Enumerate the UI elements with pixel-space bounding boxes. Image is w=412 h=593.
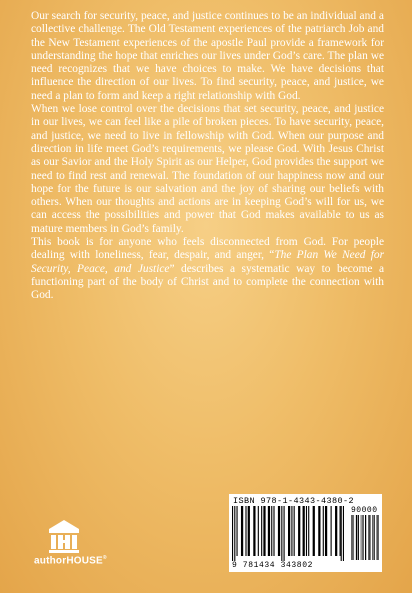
barcode-bar <box>365 515 366 560</box>
barcode-bar <box>368 515 369 560</box>
blurb-paragraph-3-intro: This book is for anyone who feels disconnected from God. For people dealing with loneliness, fear, despair, and anger, “ <box>31 236 384 262</box>
barcode-bar <box>248 506 250 556</box>
barcode-bar <box>318 506 320 556</box>
barcode-main-bars <box>232 506 344 561</box>
barcode-price-code: 90000 <box>351 506 378 515</box>
blurb-paragraph-3 <box>31 236 384 302</box>
barcode-bar <box>278 506 280 556</box>
barcode-bar <box>291 506 292 556</box>
barcode-bar <box>284 506 285 561</box>
barcode-bar <box>341 506 342 561</box>
isbn-number: ISBN 978-1-4343-4380-2 <box>233 496 355 506</box>
barcode-bar <box>363 515 364 560</box>
barcode-bar <box>273 506 274 556</box>
barcode-bar <box>303 506 305 556</box>
barcode-bar <box>268 506 270 556</box>
barcode-bar <box>241 506 243 556</box>
barcode-bar <box>236 506 237 556</box>
barcode-bar <box>232 506 233 561</box>
book-title-reference: The Plan We Need for Security, Peace, and Justice <box>31 249 384 275</box>
barcode-bar <box>335 506 337 556</box>
barcode-bar <box>288 506 290 556</box>
blurb-paragraph-3-end: ” describes a systematic way to become a functioning part of the body of Christ and to complete the connection with God. <box>31 262 384 302</box>
blurb-paragraph-1: Our search for security, peace, and justice continues to be an individual and a collective challenge. The Old Testament experiences of the patriarch Job and the New Testament experiences of the apostle Paul provide a framework for understanding the hope that enriches our lives under God’s care. The plan we need recognizes that we have choices to make. We have decisions that influence the direction of our lives. To find security, peace, and justice, we need a plan to form and keep a right relationship with God. <box>31 10 384 102</box>
barcode-bar <box>352 515 353 560</box>
barcode-bar <box>351 515 352 560</box>
barcode-bar <box>325 506 327 556</box>
barcode-bar <box>245 506 246 556</box>
barcode-bar <box>372 515 373 560</box>
barcode-digits: 9 781434 343802 <box>232 561 314 570</box>
barcode-bar <box>258 506 259 556</box>
barcode-bar <box>313 506 315 556</box>
barcode-bar <box>378 515 379 560</box>
barcode-bar <box>298 506 300 556</box>
back-cover-blurb <box>31 10 384 303</box>
barcode-addon-bars <box>351 515 379 560</box>
barcode-bar <box>358 515 359 560</box>
barcode-bar <box>331 506 332 556</box>
barcode-bar <box>343 506 344 561</box>
barcode-bar <box>340 506 341 556</box>
barcode-bar <box>263 506 265 556</box>
barcode-bar <box>369 515 370 560</box>
publisher-name: authorHOUSE® <box>34 555 107 567</box>
barcode-bar <box>377 515 378 560</box>
publisher-logo <box>34 518 114 568</box>
barcode-bar <box>261 506 262 556</box>
barcode-bar <box>234 506 235 561</box>
barcode-bar <box>377 515 378 560</box>
authorhouse-building-icon <box>47 518 81 554</box>
barcode-bar <box>306 506 307 556</box>
barcode-bar <box>362 515 363 560</box>
barcode-bar <box>356 515 357 560</box>
barcode-bar <box>353 515 354 560</box>
barcode-bar <box>294 506 295 556</box>
barcode-bar <box>281 506 282 561</box>
barcode-bar <box>308 506 309 556</box>
barcode-bar <box>374 515 375 560</box>
barcode-bar <box>253 506 255 556</box>
barcode-bar <box>323 506 324 556</box>
barcode-bar <box>361 515 362 560</box>
blurb-paragraph-2: When we lose control over the decisions that set security, peace, and justice in our lives, we can feel like a pile of broken pieces. To have security, peace, and justice, we need to live in fellowship with God. When our purpose and direction in life meet God’s requirements, we please God. With Jesus Christ as our Savior and the Holy Spirit as our Helper, God provides the support we need to find rest and renewal. The foundation of our happiness now and our hope for the future is our salvation and the joy of sharing our beliefs with others. When our thoughts and actions are in keeping God’s will for us, we can access the possibilities and power that God makes available to us as mature members in God’s family. <box>31 103 384 235</box>
isbn-barcode <box>229 494 382 572</box>
barcode-bar <box>271 506 272 556</box>
